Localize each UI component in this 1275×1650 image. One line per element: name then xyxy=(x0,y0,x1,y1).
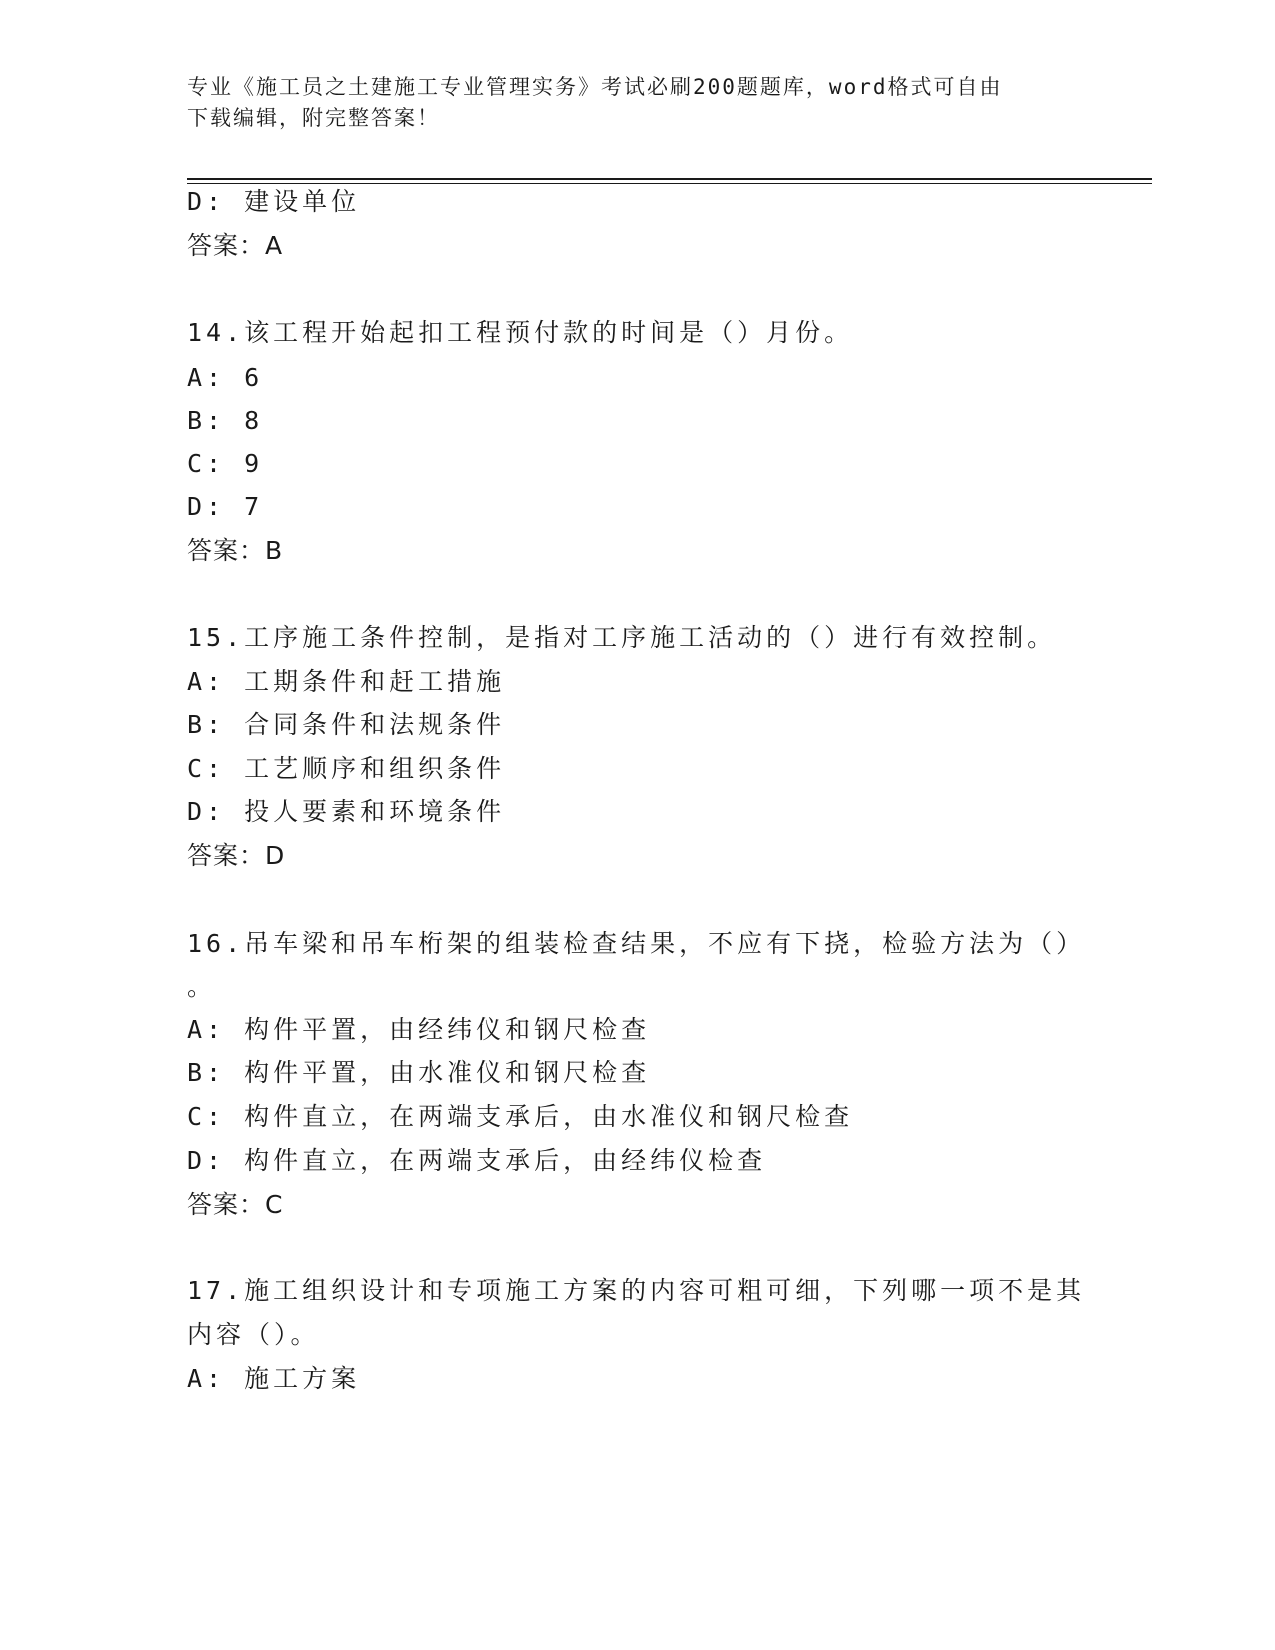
q14-option-d: D: 7 xyxy=(187,492,264,521)
header-line-2: 下载编辑，附完整答案！ xyxy=(187,106,440,130)
q13-answer: 答案：A xyxy=(187,231,284,260)
header-divider xyxy=(187,178,1152,184)
q16-option-a: A: 构件平置，由经纬仪和钢尺检查 xyxy=(187,1015,651,1044)
q16-option-c: C: 构件直立，在两端支承后，由水准仪和钢尺检查 xyxy=(187,1102,854,1131)
q16-option-d: D: 构件直立，在两端支承后，由经纬仪检查 xyxy=(187,1146,767,1175)
q13-option-d: D: 建设单位 xyxy=(187,187,361,216)
q15-question: 15.工序施工条件控制，是指对工序施工活动的（）进行有效控制。 xyxy=(187,623,1057,652)
q17-question-line-1: 17.施工组织设计和专项施工方案的内容可粗可细，下列哪一项不是其 xyxy=(187,1276,1086,1305)
q16-option-b: B: 构件平置，由水准仪和钢尺检查 xyxy=(187,1058,651,1087)
q15-option-d: D: 投人要素和环境条件 xyxy=(187,797,506,826)
q15-answer: 答案：D xyxy=(187,841,286,870)
q16-question-line-2: 。 xyxy=(187,972,217,1001)
q15-option-c: C: 工艺顺序和组织条件 xyxy=(187,754,506,783)
q14-option-a: A: 6 xyxy=(187,363,264,392)
document-header xyxy=(187,72,1087,134)
q16-question-line-1: 16.吊车梁和吊车桁架的组装检查结果，不应有下挠，检验方法为（） xyxy=(187,929,1086,958)
q14-question: 14.该工程开始起扣工程预付款的时间是（）月份。 xyxy=(187,318,854,347)
q17-question-line-2: 内容（）。 xyxy=(187,1320,320,1349)
q16-answer: 答案：C xyxy=(187,1190,284,1219)
header-line-1: 专业《施工员之土建施工专业管理实务》考试必刷200题题库，word格式可自由 xyxy=(187,75,1003,99)
q15-option-a: A: 工期条件和赶工措施 xyxy=(187,667,506,696)
q15-option-b: B: 合同条件和法规条件 xyxy=(187,710,506,739)
q14-option-b: B: 8 xyxy=(187,406,264,435)
q14-option-c: C: 9 xyxy=(187,449,264,478)
q14-answer: 答案：B xyxy=(187,536,284,565)
q17-option-a: A: 施工方案 xyxy=(187,1364,361,1393)
